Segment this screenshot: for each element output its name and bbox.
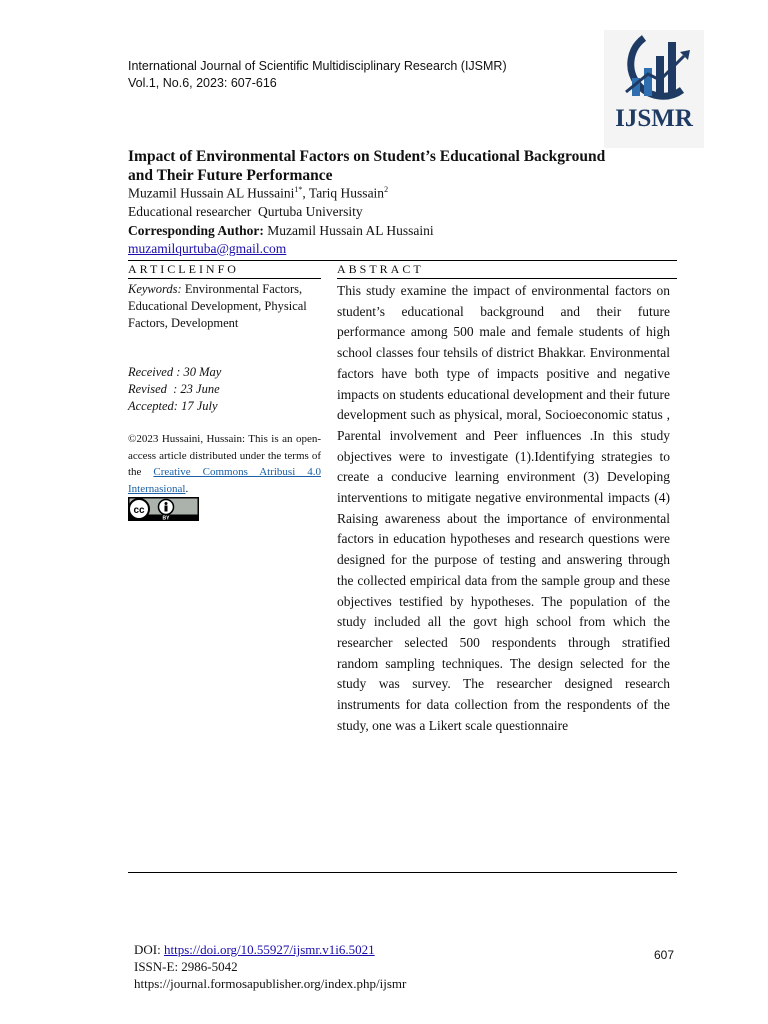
- bottom-divider: [128, 872, 677, 873]
- author-separator: ,: [302, 185, 309, 201]
- paper-title: Impact of Environmental Factors on Student’s Educational Background and Their Future Performance: [128, 148, 606, 184]
- cc-by-license-badge[interactable]: [128, 497, 199, 521]
- received-date: Received : 30 May: [128, 365, 222, 379]
- top-divider: [128, 260, 677, 261]
- doi-line: [134, 942, 375, 958]
- page-number: 607: [654, 948, 675, 962]
- keywords-text: Environmental Factors, Educational Development, Physical Factors, Development: [128, 282, 307, 330]
- abstract-body: This study examine the impact of environmental factors on student’s educational background and their future performance among 500 male and female students of high school classes four tehsils of district Bhakkar. Environmental factors have both type of impacts positive and negative impacts on students educational development and their future development such as physical, moral, Socioeconomic status , Parental involvement and Peer influences .In this study objectives were to investigate (1).Identifying strategies to create a conducive learning environment (3) Developing interventions to mitigate negative environmental impacts (4) Raising awareness about the importance of environmental factors in education hypotheses and research questions were designed for the purpose of testing and answering through the collected empirical data from the sample group and these objectives testified by hypotheses. The population of the study included all the govt high school from which the researcher selected 500 respondents through stratified random sampling techniques. The design selected for the study was survey. The researcher designed research instruments for data collection from the respondents of the study, one was a Likert scale questionnaire: [337, 283, 670, 733]
- corresponding-email-link[interactable]: muzamilqurtuba@gmail.com: [128, 241, 287, 256]
- affiliation: Educational researcher Qurtuba University: [128, 204, 363, 219]
- authors-line: [128, 185, 388, 202]
- author-1: Muzamil Hussain AL Hussaini: [128, 185, 295, 201]
- abstract-heading: ABSTRACT: [337, 262, 424, 276]
- abstract-divider: [337, 278, 677, 279]
- cc-badge-by-text: BY: [162, 515, 170, 521]
- copyright-period: .: [185, 482, 189, 495]
- journal-url: https://journal.formosapublisher.org/index.php/ijsmr: [134, 976, 407, 991]
- copyright-notice: [128, 431, 321, 497]
- revised-date: Revised : 23 June: [128, 382, 220, 396]
- article-info-heading: ARTICLEINFO: [128, 262, 239, 276]
- accepted-date: Accepted: 17 July: [128, 399, 218, 413]
- article-dates: [128, 364, 320, 415]
- keywords: [128, 281, 320, 332]
- journal-logo: [604, 30, 704, 148]
- copyright-text: ©2023 Hussaini, Hussain: This is an open-access article distributed under the terms of the: [128, 433, 321, 478]
- author-2: Tariq Hussain: [308, 185, 385, 201]
- journal-volume-info: Vol.1, No.6, 2023: 607-616: [128, 76, 277, 90]
- journal-name: International Journal of Scientific Multidisciplinary Research (IJSMR): [128, 59, 507, 73]
- article-info-divider: [128, 278, 321, 279]
- svg-text:cc: cc: [133, 505, 145, 516]
- doi-label: DOI:: [134, 942, 164, 957]
- corresponding-author: [128, 223, 434, 239]
- author-1-sup: 1*: [294, 185, 303, 194]
- author-2-sup: 2: [384, 185, 389, 194]
- doi-link[interactable]: https://doi.org/10.55927/ijsmr.v1i6.5021: [163, 942, 375, 957]
- corresponding-name: Muzamil Hussain AL Hussaini: [263, 223, 434, 238]
- license-link-cc[interactable]: Creative Commons Atribusi 4.0: [153, 466, 321, 478]
- license-link-international[interactable]: Internasional: [128, 482, 186, 495]
- keywords-label: Keywords:: [128, 282, 182, 296]
- issn: ISSN-E: 2986-5042: [134, 959, 238, 974]
- corresponding-label: Corresponding Author:: [128, 223, 264, 238]
- logo-text: IJSMR: [615, 105, 693, 132]
